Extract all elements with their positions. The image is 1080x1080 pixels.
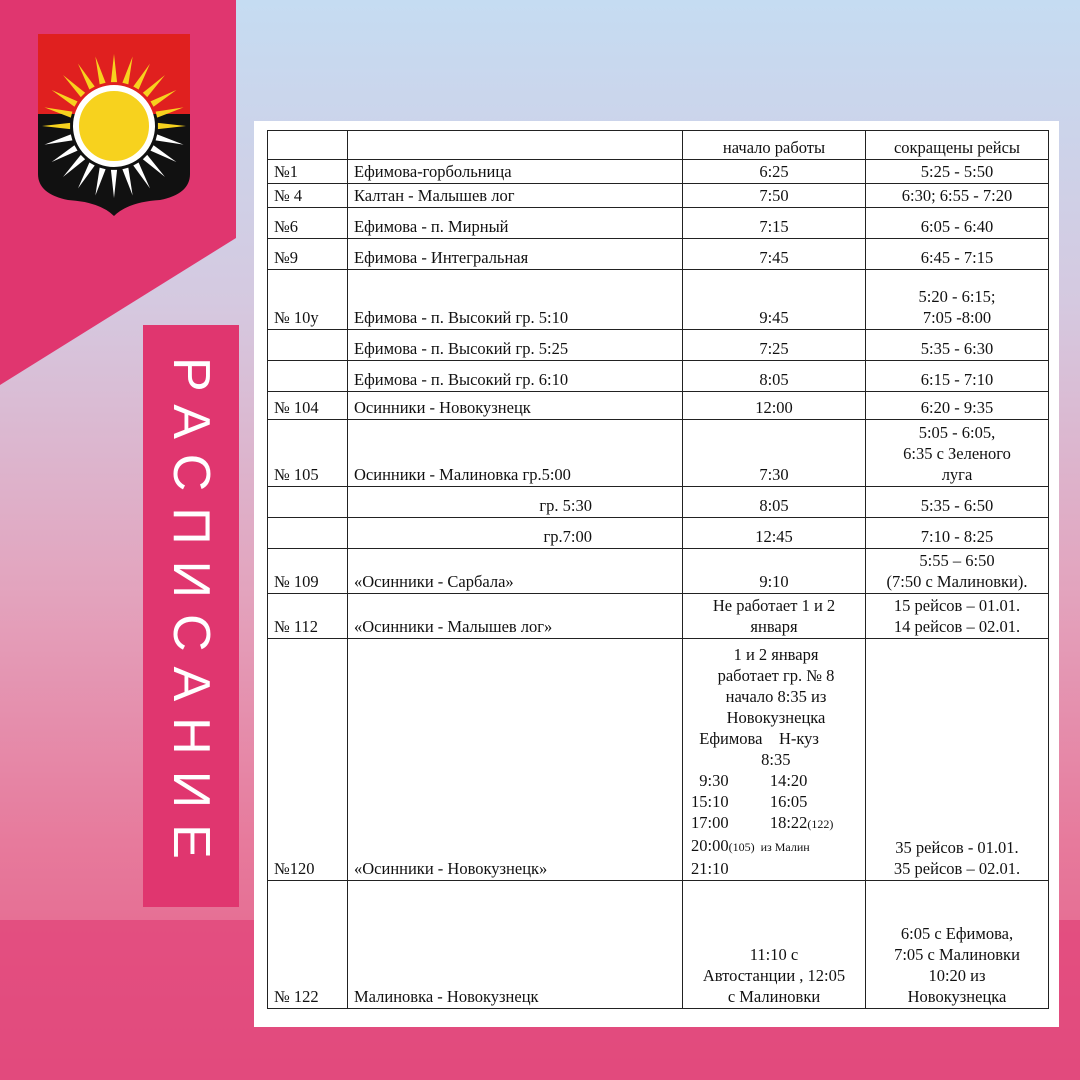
side-title-band <box>143 325 239 907</box>
route-name: «Осинники - Малышев лог» <box>348 594 683 639</box>
start-time: 8:05 <box>683 487 866 518</box>
route-name: «Осинники - Новокузнецк» <box>348 639 683 881</box>
route-name: «Осинники - Сарбала» <box>348 549 683 594</box>
table-row <box>268 518 1049 549</box>
cut-trips: 5:25 - 5:50 <box>866 160 1049 184</box>
cut-trips: 6:05 - 6:40 <box>866 208 1049 239</box>
cut-trips: 6:45 - 7:15 <box>866 239 1049 270</box>
start-time-columns: Ефимова Н-куз <box>691 729 819 748</box>
table-row <box>268 487 1049 518</box>
start-time: 9:45 <box>683 270 866 330</box>
route-number: № 105 <box>268 420 348 487</box>
cut-trips: 5:20 - 6:15; 7:05 -8:00 <box>866 270 1049 330</box>
route-number: № 10у <box>268 270 348 330</box>
start-time-value: 17:00 18:22 <box>691 813 808 832</box>
start-time: Не работает 1 и 2 января <box>683 594 866 639</box>
start-time-line: 15:10 16:05 <box>691 792 808 811</box>
route-number: № 122 <box>268 881 348 1009</box>
route-number <box>268 361 348 392</box>
start-time-line <box>691 812 861 835</box>
start-time-line <box>691 835 861 858</box>
start-time: 12:00 <box>683 392 866 420</box>
schedule-table <box>267 130 1049 1009</box>
route-name: Ефимова - п. Высокий гр. 5:25 <box>348 330 683 361</box>
start-time: 7:30 <box>683 420 866 487</box>
route-number: №6 <box>268 208 348 239</box>
start-time: 7:25 <box>683 330 866 361</box>
table-row <box>268 881 1049 1009</box>
cut-trips: 5:05 - 6:05, 6:35 с Зеленого луга <box>866 420 1049 487</box>
table-row <box>268 208 1049 239</box>
table-header-row <box>268 131 1049 160</box>
header-cell-start: начало работы <box>683 131 866 160</box>
cut-trips: 35 рейсов - 01.01. 35 рейсов – 02.01. <box>866 639 1049 881</box>
table-row <box>268 594 1049 639</box>
table-row <box>268 392 1049 420</box>
route-number: №1 <box>268 160 348 184</box>
route-number: №120 <box>268 639 348 881</box>
table-row <box>268 160 1049 184</box>
route-name: Осинники - Новокузнецк <box>348 392 683 420</box>
cut-trips: 7:10 - 8:25 <box>866 518 1049 549</box>
route-name: гр. 5:30 <box>348 487 683 518</box>
start-time-line: 8:35 <box>691 750 791 769</box>
route-name: Калтан - Малышев лог <box>348 184 683 208</box>
start-time: 7:45 <box>683 239 866 270</box>
route-name: гр.7:00 <box>348 518 683 549</box>
route-name: Ефимова - п. Высокий гр. 5:10 <box>348 270 683 330</box>
route-number: № 4 <box>268 184 348 208</box>
cut-trips: 6:20 - 9:35 <box>866 392 1049 420</box>
header-cell-route <box>348 131 683 160</box>
route-number <box>268 330 348 361</box>
start-time: 7:15 <box>683 208 866 239</box>
route-number: № 104 <box>268 392 348 420</box>
cut-trips: 6:15 - 7:10 <box>866 361 1049 392</box>
route-note: (105) из Малин <box>728 840 810 854</box>
start-time-line: 9:30 14:20 <box>691 771 808 790</box>
route-note: (122) <box>807 817 834 831</box>
route-number <box>268 518 348 549</box>
header-cell-cut: сокращены рейсы <box>866 131 1049 160</box>
start-time <box>683 639 866 881</box>
route-number <box>268 487 348 518</box>
route-name: Ефимова - п. Высокий гр. 6:10 <box>348 361 683 392</box>
header-cell-number <box>268 131 348 160</box>
route-name: Малиновка - Новокузнецк <box>348 881 683 1009</box>
start-time: 11:10 с Автостанции , 12:05 с Малиновки <box>683 881 866 1009</box>
start-time: 7:50 <box>683 184 866 208</box>
cut-trips: 15 рейсов – 01.01. 14 рейсов – 02.01. <box>866 594 1049 639</box>
route-name: Ефимова - п. Мирный <box>348 208 683 239</box>
route-name: Осинники - Малиновка гр.5:00 <box>348 420 683 487</box>
cut-trips: 6:05 с Ефимова, 7:05 с Малиновки 10:20 из Новокузнецка <box>866 881 1049 1009</box>
start-time: 6:25 <box>683 160 866 184</box>
table-row <box>268 184 1049 208</box>
cut-trips: 5:35 - 6:50 <box>866 487 1049 518</box>
side-title: РАСПИСАНИЕ <box>162 357 220 875</box>
cut-trips: 5:35 - 6:30 <box>866 330 1049 361</box>
start-time: 12:45 <box>683 518 866 549</box>
cut-trips: 5:55 – 6:50 (7:50 с Малиновки). <box>866 549 1049 594</box>
table-row <box>268 239 1049 270</box>
route-number: № 109 <box>268 549 348 594</box>
start-time-value: 20:00 <box>691 836 729 855</box>
schedule-sheet <box>254 121 1059 1027</box>
table-row <box>268 270 1049 330</box>
start-time-line: 21:10 <box>691 859 729 878</box>
start-time: 8:05 <box>683 361 866 392</box>
table-row <box>268 420 1049 487</box>
coat-of-arms-sun-icon <box>38 34 190 216</box>
start-time-note: 1 и 2 января работает гр. № 8 начало 8:35 из Новокузнецка <box>717 645 835 727</box>
table-row <box>268 361 1049 392</box>
table-row <box>268 549 1049 594</box>
route-number: №9 <box>268 239 348 270</box>
route-name: Ефимова-горбольница <box>348 160 683 184</box>
table-row <box>268 639 1049 881</box>
start-time: 9:10 <box>683 549 866 594</box>
table-row <box>268 330 1049 361</box>
route-number: № 112 <box>268 594 348 639</box>
route-name: Ефимова - Интегральная <box>348 239 683 270</box>
cut-trips: 6:30; 6:55 - 7:20 <box>866 184 1049 208</box>
